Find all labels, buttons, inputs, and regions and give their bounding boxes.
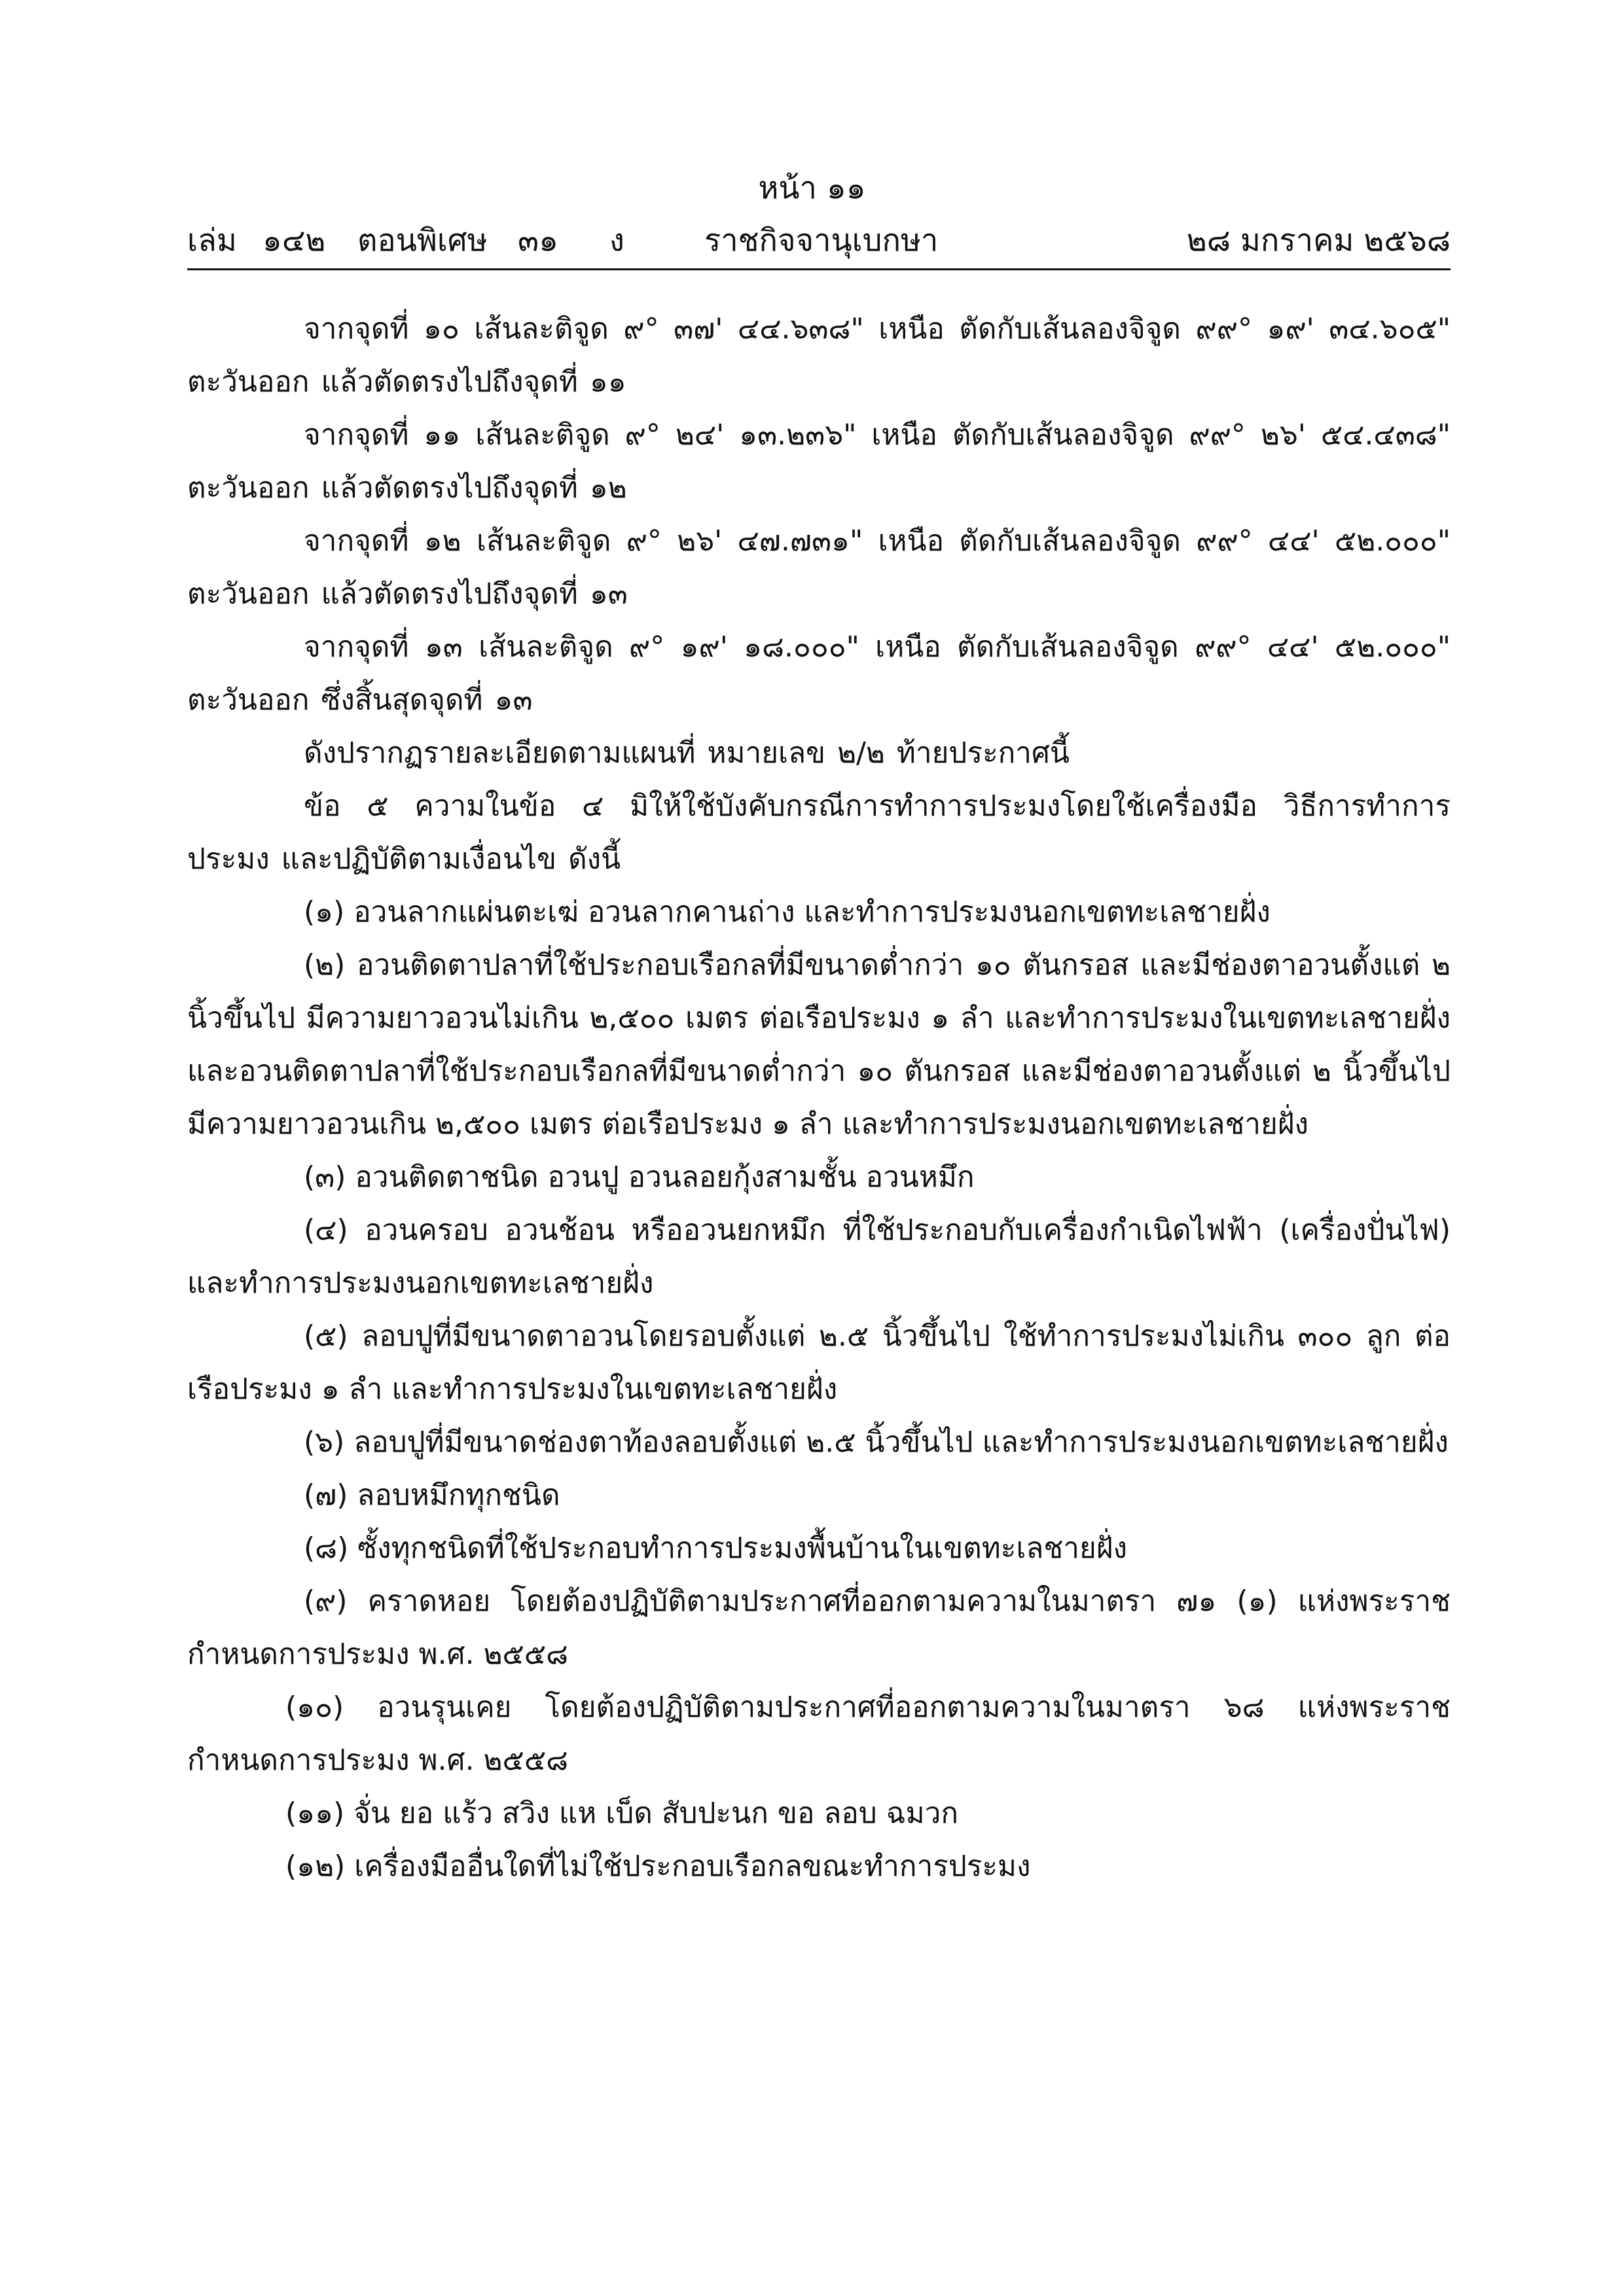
list-item: (๑๒) เครื่องมืออื่นใดที่ไม่ใช้ประกอบเรือกลขณะทำการประมง: [285, 1850, 1031, 1883]
section-letter: ง: [609, 223, 624, 259]
list-item: (๑) อวนลากแผ่นตะเฆ่ อวนลากคานถ่าง และทำการประมงนอกเขตทะเลชายฝั่ง: [304, 895, 1271, 929]
gazette-name: ราชกิจจานุเบกษา: [704, 223, 939, 259]
section-label: ตอนพิเศษ: [357, 223, 488, 259]
document-body: [187, 302, 1451, 1893]
section-number: ๓๑: [518, 223, 558, 259]
coordinate-paragraph: จากจุดที่ ๑๐ เส้นละติจูด ๙° ๓๗' ๔๔.๖๓๘" เหนือ ตัดกับเส้นลองจิจูด ๙๙° ๑๙' ๓๔.๖๐๕" ตะวันออก แล้วตัดตรงไปถึงจุดที่ ๑๑: [187, 312, 1451, 399]
list-item: (๒) อวนติดตาปลาที่ใช้ประกอบเรือกลที่มีขนาดต่ำกว่า ๑๐ ตันกรอส และมีช่องตาอวนตั้งแต่ ๒ นิ้วขึ้นไป มีความยาวอวนไม่เกิน ๒,๕๐๐ เมตร ต่อเรือประมง ๑ ลำ และทำการประมงในเขตทะเลชายฝั่ง และอวนติดตาปลาที่ใช้ประกอบเรือกลที่มีขนาดต่ำกว่า ๑๐ ตันกรอส และมีช่องตาอวนตั้งแต่ ๒ นิ้วขึ้นไป มีความยาวอวนเกิน ๒,๕๐๐ เมตร ต่อเรือประมง ๑ ลำ และทำการประมงนอกเขตทะเลชายฝั่ง: [187, 948, 1451, 1141]
list-item: (๑๑) จั่น ยอ แร้ว สวิง แห เบ็ด สับปะนก ขอ ลอบ ฉมวก: [285, 1797, 958, 1830]
coordinate-paragraph: จากจุดที่ ๑๒ เส้นละติจูด ๙° ๒๖' ๔๗.๗๓๑" เหนือ ตัดกับเส้นลองจิจูด ๙๙° ๔๔' ๕๒.๐๐๐" ตะวันออก แล้วตัดตรงไปถึงจุดที่ ๑๓: [187, 524, 1451, 611]
list-item: (๙) คราดหอย โดยต้องปฏิบัติตามประกาศที่ออกตามความในมาตรา ๗๑ (๑) แห่งพระราชกำหนดการประมง พ.ศ. ๒๕๕๘: [187, 1585, 1451, 1671]
coordinate-paragraph: จากจุดที่ ๑๓ เส้นละติจูด ๙° ๑๙' ๑๘.๐๐๐" เหนือ ตัดกับเส้นลองจิจูด ๙๙° ๔๔' ๕๒.๐๐๐" ตะวันออก ซึ่งสิ้นสุดจุดที่ ๑๓: [187, 630, 1451, 717]
coordinate-paragraph: จากจุดที่ ๑๑ เส้นละติจูด ๙° ๒๔' ๑๓.๒๓๖" เหนือ ตัดกับเส้นลองจิจูด ๙๙° ๒๖' ๕๔.๔๓๘" ตะวันออก แล้วตัดตรงไปถึงจุดที่ ๑๒: [187, 418, 1451, 505]
map-reference-paragraph: ดังปรากฏรายละเอียดตามแผนที่ หมายเลข ๒/๒ ท้ายประกาศนี้: [304, 736, 1070, 770]
list-item: (๘) ซั้งทุกชนิดที่ใช้ประกอบทำการประมงพื้นบ้านในเขตทะเลชายฝั่ง: [304, 1532, 1127, 1565]
list-item: (๗) ลอบหมึกทุกชนิด: [304, 1479, 560, 1512]
list-item: (๔) อวนครอบ อวนช้อน หรืออวนยกหมึก ที่ใช้ประกอบกับเครื่องกำเนิดไฟฟ้า (เครื่องปั่นไฟ) และทำการประมงนอกเขตทะเลชายฝั่ง: [187, 1213, 1451, 1300]
volume-number: ๑๔๒: [262, 223, 326, 259]
list-item: (๖) ลอบปูที่มีขนาดช่องตาท้องลอบตั้งแต่ ๒.๕ นิ้วขึ้นไป และทำการประมงนอกเขตทะเลชายฝั่ง: [304, 1426, 1449, 1459]
list-item: (๕) ลอบปูที่มีขนาดตาอวนโดยรอบตั้งแต่ ๒.๕ นิ้วขึ้นไป ใช้ทำการประมงไม่เกิน ๓๐๐ ลูก ต่อเรือประมง ๑ ลำ และทำการประมงในเขตทะเลชายฝั่ง: [187, 1319, 1451, 1406]
gazette-header: [187, 221, 1451, 260]
publication-date: ๒๘ มกราคม ๒๕๖๘: [1186, 223, 1451, 259]
list-item: (๑๐) อวนรุนเคย โดยต้องปฏิบัติตามประกาศที่ออกตามความในมาตรา ๖๘ แห่งพระราชกำหนดการประมง พ.ศ. ๒๕๕๘: [187, 1691, 1451, 1777]
volume-label: เล่ม: [187, 223, 237, 259]
page-number: หน้า ๑๑: [758, 170, 866, 206]
list-item: (๓) อวนติดตาชนิด อวนปู อวนลอยกุ้งสามชั้น อวนหมึก: [304, 1160, 975, 1194]
header-divider: [187, 268, 1451, 270]
clause-5-paragraph: ข้อ ๕ ความในข้อ ๔ มิให้ใช้บังคับกรณีการทำการประมงโดยใช้เครื่องมือ วิธีการทำการประมง และปฏิบัติตามเงื่อนไข ดังนี้: [187, 789, 1451, 876]
